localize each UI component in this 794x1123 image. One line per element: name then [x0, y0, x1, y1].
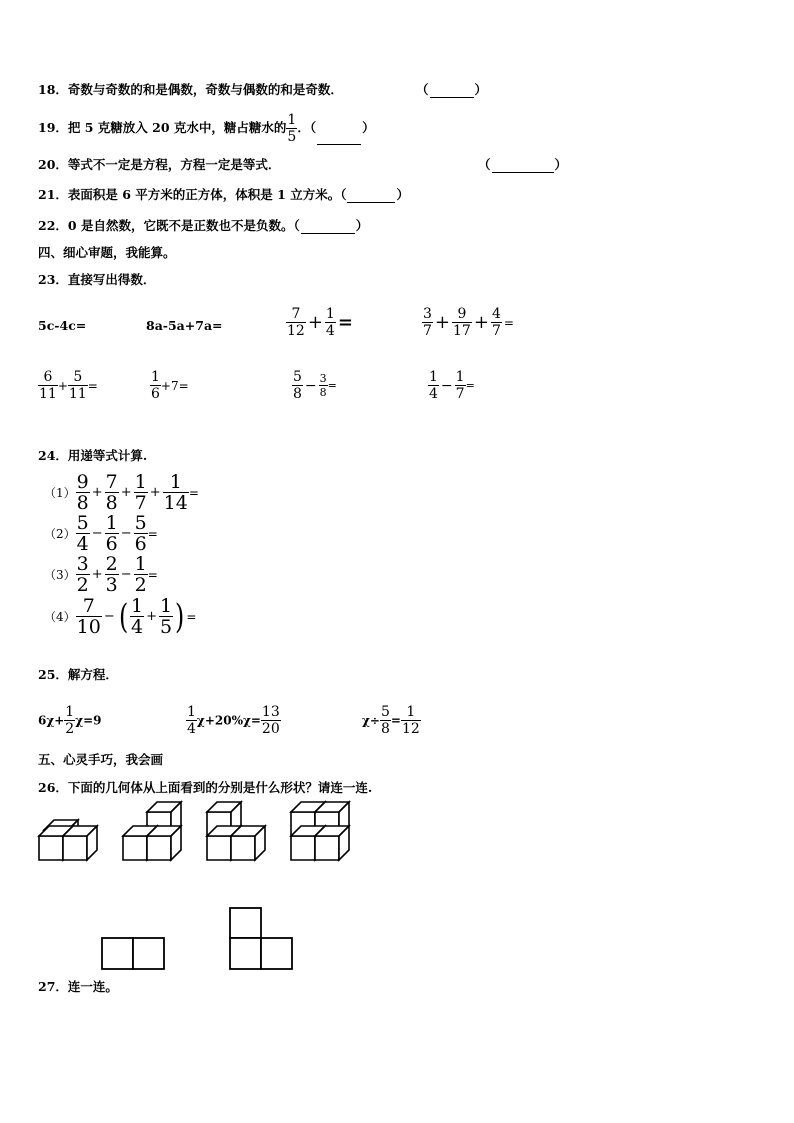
question-20 — [38, 157, 280, 173]
solid-figure-3 — [207, 802, 265, 860]
question-21-text: 21．表面积是 6 平方米的正方体，体积是 1 立方米。（ — [38, 187, 347, 202]
question-23-title: 23．直接写出得数． — [38, 272, 156, 287]
answer-blank-22[interactable] — [301, 221, 355, 234]
q23-expr-3: $\frac{7}{12}$ + $\frac{1}{4}$ = — [287, 306, 353, 339]
question-27-title: 27．连一连。 — [38, 979, 118, 994]
question-18 — [38, 82, 343, 98]
q24-problem-1: （1） $\frac{9}{8}$ + $\frac{7}{8}$ + $\frac{1}{7}$ + $\frac{1}{14}$ = — [44, 471, 199, 514]
question-22: 22．0 是自然数，它既不是正数也不是负数。（ ） — [38, 218, 369, 233]
q24-problem-3: （3） $\frac{3}{2}$ + $\frac{2}{3}$ − $\frac{1}{2}$ = — [44, 553, 158, 596]
question-24-title: 24．用递等式计算. — [38, 448, 148, 463]
q25-equation-3: χ÷ $\frac{5}{8}$ = $\frac{1}{12}$ — [362, 704, 420, 737]
q23-expr-2: 8a-5a+7a= — [146, 318, 223, 333]
q24-problem-2: （2） $\frac{5}{4}$ − $\frac{1}{6}$ − $\frac{5}{6}$ = — [44, 512, 158, 555]
answer-blank-20[interactable]: （ ） — [478, 157, 568, 172]
answer-blank-19[interactable] — [317, 132, 361, 145]
top-view-two-squares[interactable] — [102, 938, 164, 969]
q23-expr-5: $\frac{6}{11}$ + $\frac{5}{11}$ = — [39, 369, 98, 402]
top-views — [96, 904, 306, 976]
fraction-one-fifth: $\frac{1}{5}$ — [287, 112, 297, 145]
question-19-text: 19．把 5 克糖放入 20 克水中，糖占糖水的 — [38, 120, 287, 135]
answer-blank-18[interactable]: （ ） — [416, 82, 488, 97]
q23-expr-8: $\frac{1}{4}$ − $\frac{1}{7}$ = — [429, 369, 475, 402]
q23-expr-7: $\frac{5}{8}$ − $\frac{3}{8}$ = — [293, 369, 337, 402]
top-view-l-shape[interactable] — [230, 908, 292, 969]
solid-figure-1 — [39, 820, 97, 860]
question-25-title: 25．解方程． — [38, 667, 118, 682]
question-22-text: 22．0 是自然数，它既不是正数也不是负数。（ — [38, 218, 300, 233]
question-18-text: 18．奇数与奇数的和是偶数，奇数与偶数的和是奇数． — [38, 82, 343, 97]
q24-problem-4: （4） $\frac{7}{10}$ − ( $\frac{1}{4}$ + $\frac{1}{5}$ ) = — [44, 595, 197, 638]
section-5-heading: 五、心灵手巧，我会画 — [38, 752, 164, 767]
solid-figure-4 — [291, 802, 349, 860]
answer-blank-21[interactable] — [347, 190, 395, 203]
question-26-title: 26．下面的几何体从上面看到的分别是什么形状？请连一连. — [38, 780, 373, 795]
question-20-text: 20．等式不一定是方程，方程一定是等式． — [38, 157, 281, 172]
solid-figure-2 — [123, 802, 181, 860]
question-21: 21．表面积是 6 平方米的正方体，体积是 1 立方米。（ ） — [38, 187, 409, 202]
q23-expr-4: $\frac{3}{7}$ + $\frac{9}{17}$ + $\frac{4}{7}$ = — [423, 306, 514, 339]
solid-figures — [30, 800, 370, 870]
q23-expr-1: 5c-4c= — [38, 318, 87, 333]
section-4-heading: 四、细心审题，我能算。 — [38, 245, 176, 260]
question-19: 19．把 5 克糖放入 20 克水中，糖占糖水的 $\frac{1}{5}$ ．（ ） — [38, 112, 375, 145]
q23-expr-6: $\frac{1}{6}$ +7= — [151, 369, 189, 402]
q25-equation-1: 6χ+ $\frac{1}{2}$ χ=9 — [38, 704, 102, 737]
q25-equation-2: $\frac{1}{4}$ χ+20%χ= $\frac{13}{20}$ — [187, 704, 280, 737]
